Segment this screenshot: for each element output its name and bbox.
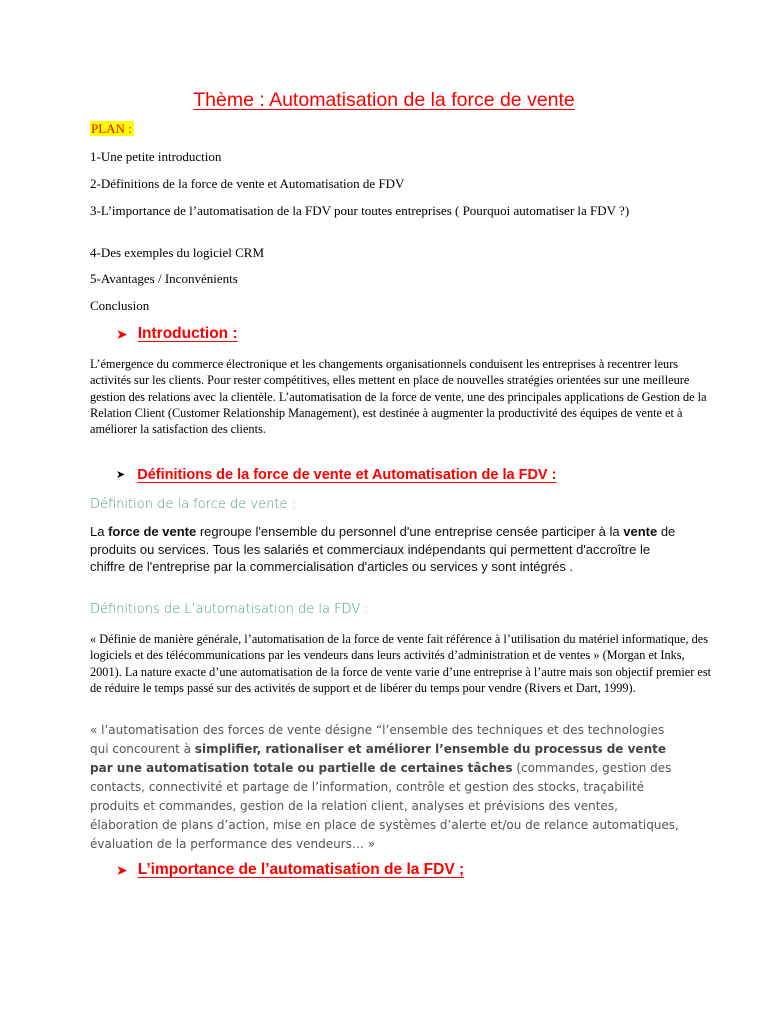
bold-term: force de vente [108, 524, 197, 539]
plan-item: 1-Une petite introduction [90, 149, 222, 164]
definition-automatisation-subheading: Définitions de L’automatisation de la FDV : [90, 602, 369, 617]
plan-item: 4-Des exemples du logiciel CRM [90, 245, 265, 260]
document-title-text: Thème : Automatisation de la force de vente [193, 89, 575, 111]
plan-item: 5-Avantages / Inconvénients [90, 271, 238, 286]
document-title [0, 88, 768, 112]
arrow-bullet-icon: ➤ [116, 862, 128, 878]
plan-item: 3-L’importance de l’automatisation de la FDV pour toutes entreprises ( Pourquoi automatiser la FDV ?) [90, 203, 630, 218]
definitions-heading-text: Définitions de la force de vente et Automatisation de la FDV : [137, 467, 557, 483]
arrow-bullet-icon: ➤ [116, 469, 126, 481]
importance-heading-text: L’importance de l’automatisation de la FDV ; [137, 861, 465, 878]
quote-bold-text: simplifier, rationaliser et améliorer l’ensemble du processus de vente par une automatisation totale ou partielle de certaines tâches [90, 742, 666, 775]
quote-text: « l’automatisation des forces de vente désigne “l’ensemble des techniques et des technologies qui concourent à [90, 723, 665, 756]
importance-heading [116, 860, 464, 880]
introduction-paragraph: L’émergence du commerce électronique et les changements organisationnels conduisent les entreprises à recentrer leurs activités sur les clients. Pour rester compétitives, elles mettent en place de nouvelles stratégies orientées sur une meilleure gestion des relations avec la clientèle. L’automatisation de la force de vente, une des principales applications de Gestion de la Relation Client (Customer Relationship Management), est destinée à augmenter la productivité des équipes de vente et à améliorer la satisfaction des clients. [90, 357, 707, 437]
plan-item: Conclusion [90, 298, 150, 313]
introduction-heading [116, 324, 238, 344]
arrow-bullet-icon: ➤ [116, 326, 128, 342]
introduction-heading-text: Introduction : [137, 325, 238, 342]
automatisation-quote [90, 721, 680, 854]
definition-force-de-vente-paragraph [90, 523, 680, 576]
quote-text: (commandes, gestion des contacts, connectivité et partage de l’information, contrôle et gestion des stocks, traçabilité produits et commandes, gestion de la relation client, analyses et prévisions des ventes, élaboration de plans d’action, mise en place de systèmes d’alerte et/ou de relance automatiques, évaluation de la performance des vendeurs… » [90, 761, 679, 851]
paragraph-text: La [90, 524, 109, 539]
paragraph-text: de produits ou services. Tous les salariés et commerciaux indépendants qui permettent d'accroître le chiffre de l'entreprise par la commercialisation d'articles ou services y sont intégrés . [90, 524, 676, 575]
bold-term: vente [623, 524, 658, 539]
paragraph-text: regroupe l'ensemble du personnel d'une entreprise censée participer à la [196, 524, 624, 539]
plan-item: 2-Définitions de la force de vente et Automatisation de FDV [90, 176, 405, 191]
definition-force-de-vente-subheading: Définition de la force de vente : [90, 497, 296, 512]
definition-automatisation-paragraph: « Définie de manière générale, l’automatisation de la force de vente fait référence à l’utilisation du matériel informatique, des logiciels et des télécommunications par les vendeurs dans leurs activités d’administration et de ventes » (Morgan et Inks, 2001). La nature exacte d’une automatisation de la force de vente varie d’une entreprise à l’autre mais son objectif premier est de réduire le temps passé sur des activités de support et de libérer du temps pour vendre (Rivers et Dart, 1999). [90, 632, 712, 695]
definitions-heading [116, 465, 556, 485]
plan-label: PLAN : [91, 121, 132, 136]
